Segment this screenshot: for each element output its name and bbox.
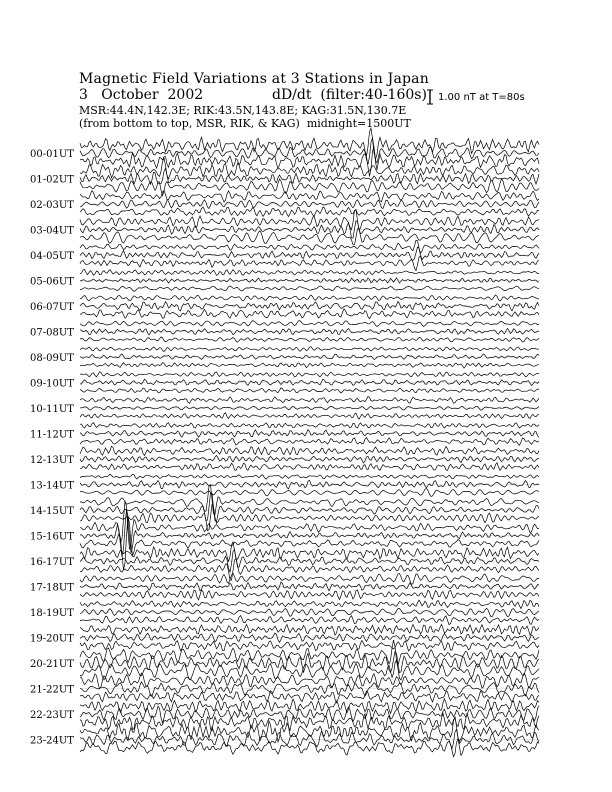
scale-bar-label: 1.00 nT at T=80s xyxy=(438,92,525,103)
hour-label: 08-09UT xyxy=(30,353,74,364)
trace-msr xyxy=(80,363,539,368)
trace-kag xyxy=(80,190,539,202)
trace-msr xyxy=(80,641,539,651)
trace-msr xyxy=(80,505,539,531)
trace-rik xyxy=(80,138,539,165)
hour-label: 22-23UT xyxy=(30,710,74,721)
scale-bar xyxy=(427,90,433,104)
trace-kag xyxy=(80,573,539,584)
trace-kag xyxy=(80,240,539,253)
hour-row xyxy=(30,158,540,196)
trace-msr xyxy=(80,148,539,177)
hour-row xyxy=(30,372,540,393)
trace-rik xyxy=(80,608,539,617)
hour-label: 18-19UT xyxy=(30,608,74,619)
trace-msr xyxy=(80,488,539,496)
hour-label: 12-13UT xyxy=(30,455,74,466)
trace-msr xyxy=(80,438,539,446)
hour-row xyxy=(30,699,540,731)
trace-msr xyxy=(80,463,539,471)
trace-msr xyxy=(80,616,539,625)
trace-kag xyxy=(80,269,539,275)
hour-label: 11-12UT xyxy=(30,429,74,441)
trace-msr xyxy=(80,559,539,581)
hour-row xyxy=(30,347,540,368)
trace-rows xyxy=(30,128,540,756)
trace-msr xyxy=(80,256,539,270)
filter-label: (filter:40-160s) xyxy=(320,87,427,103)
hour-label: 10-11UT xyxy=(30,404,74,415)
trace-msr xyxy=(80,286,539,291)
component-label: dD/dt xyxy=(272,87,312,103)
trace-kag xyxy=(80,624,539,635)
trace-kag xyxy=(80,474,539,479)
hour-row xyxy=(30,240,540,271)
hour-label: 09-10UT xyxy=(30,378,74,390)
hour-row xyxy=(30,446,540,470)
hour-row xyxy=(30,542,540,580)
trace-kag xyxy=(80,716,539,742)
trace-msr xyxy=(80,309,539,319)
hour-row xyxy=(30,673,540,703)
hour-label: 21-22UT xyxy=(30,684,74,696)
trace-kag xyxy=(80,423,539,429)
hour-label: 23-24UT xyxy=(30,735,74,747)
trace-msr xyxy=(80,590,539,600)
hour-row xyxy=(30,396,540,419)
chart-title: Magnetic Field Variations at 3 Stations in Japan xyxy=(79,71,429,87)
trace-kag xyxy=(80,295,539,301)
date-day: 3 xyxy=(79,87,88,103)
hour-label: 06-07UT xyxy=(30,302,74,313)
hour-row xyxy=(30,423,540,446)
hour-label: 01-02UT xyxy=(30,174,74,186)
hour-row xyxy=(30,624,540,651)
hour-row xyxy=(30,269,540,291)
hour-row xyxy=(30,474,540,496)
hour-row xyxy=(30,321,540,343)
trace-rik xyxy=(80,729,539,748)
hour-row xyxy=(30,209,540,245)
trace-kag xyxy=(80,372,539,377)
midnight-note: midnight=1500UT xyxy=(306,117,411,130)
order-note: (from bottom to top, MSR, RIK, & KAG) xyxy=(79,117,300,130)
hour-label: 03-04UT xyxy=(30,225,74,237)
trace-msr xyxy=(80,388,539,393)
date-year: 2002 xyxy=(167,87,204,103)
hour-label: 02-03UT xyxy=(30,200,74,211)
hour-row xyxy=(30,190,540,216)
trace-msr xyxy=(80,413,539,420)
hour-label: 04-05UT xyxy=(30,251,74,262)
hour-label: 17-18UT xyxy=(30,582,74,594)
trace-msr xyxy=(80,337,539,342)
trace-kag xyxy=(80,158,539,179)
hour-row xyxy=(30,295,540,319)
hour-row xyxy=(30,573,540,600)
trace-kag xyxy=(80,699,539,714)
hour-label: 20-21UT xyxy=(30,659,74,670)
hour-label: 14-15UT xyxy=(30,506,74,517)
trace-msr xyxy=(80,207,539,217)
station-coordinates: MSR:44.4N,142.3E; RIK:43.5N,143.8E; KAG:31.5N,130.7E xyxy=(79,104,407,117)
hour-label: 00-01UT xyxy=(30,149,74,160)
hour-row xyxy=(30,600,540,625)
hour-label: 13-14UT xyxy=(30,480,74,492)
trace-kag xyxy=(80,396,539,403)
hour-label: 05-06UT xyxy=(30,276,74,288)
hour-label: 07-08UT xyxy=(30,327,74,339)
trace-kag xyxy=(80,600,539,609)
trace-msr xyxy=(80,713,539,731)
trace-kag xyxy=(80,347,539,352)
hour-label: 16-17UT xyxy=(30,557,74,568)
trace-msr xyxy=(80,516,539,570)
trace-kag xyxy=(80,321,539,327)
hour-label: 19-20UT xyxy=(30,633,74,645)
date-month: October xyxy=(101,87,159,103)
trace-kag xyxy=(80,446,539,455)
hour-label: 15-16UT xyxy=(30,531,74,543)
